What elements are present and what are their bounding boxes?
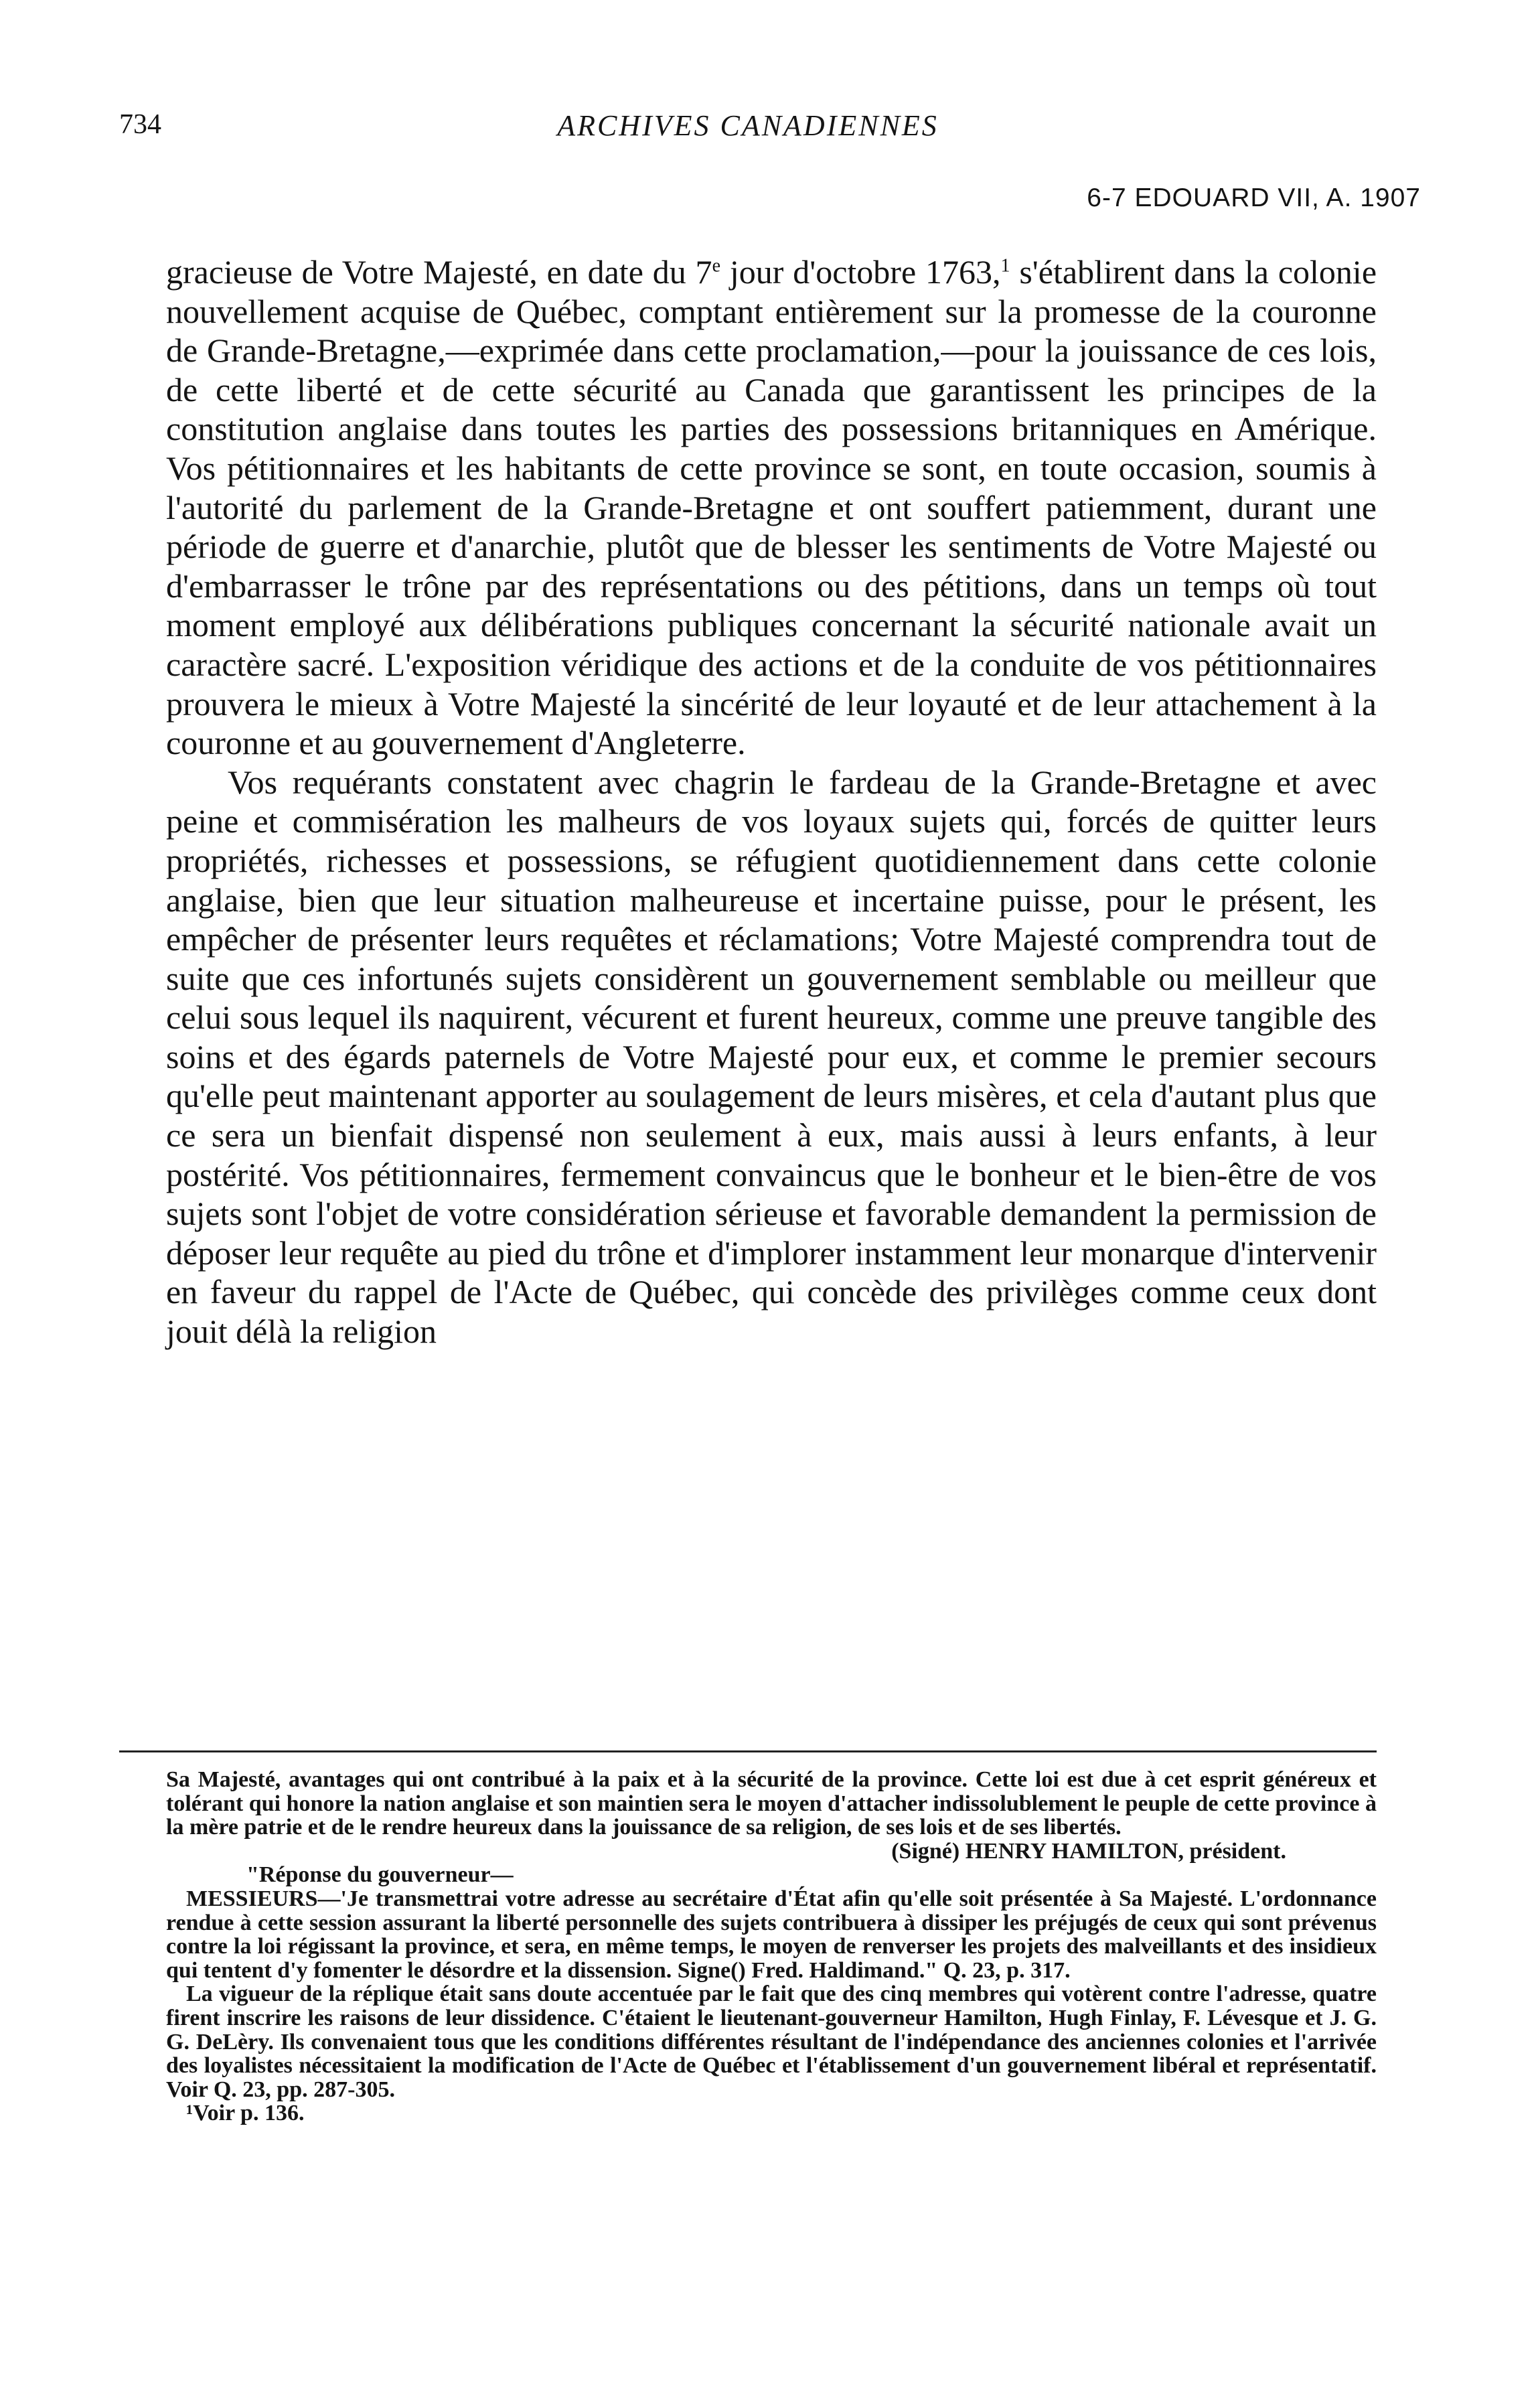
paragraph-1-part-a: gracieuse de Votre Majesté, en date du 7 (166, 253, 712, 291)
superscript-e: e (712, 255, 720, 277)
vigueur-note: La vigueur de la réplique était sans doute accentuée par le fait que des cinq membres qui votèrent contre l'adresse, quatre firent inscrire les raisons de leur dissidence. C'étaient le lieutenant-gouverneur Hamilton, Hugh Finlay, F. Lévesque et J. G. G. DeLèry. Ils convenaient tous que les conditions différentes résultant de l'indépendance des anciennes colonies et l'arrivée des loyalistes nécessitaient la modification de l'Acte de Québec et l'établissement d'un gouvernement libéral et représentatif. Voir Q. 23, pp. 287-305. (166, 1981, 1377, 2102)
body-text (166, 252, 1377, 1351)
paragraph-1-part-b: jour d'octobre 1763, (720, 253, 1001, 291)
paragraph-1-part-c: s'établirent dans la colonie nouvellement acquise de Québec, comptant entièrement sur la promesse de la couronne de Grande-Bretagne,—exprimée dans cette proclamation,—pour la jouissance de ces lois, de cette liberté et de cette sécurité au Canada que garantissent les principes de la constitution anglaise dans toutes les parties des possessions britanniques en Amérique. Vos pétitionnaires et les habitants de cette province se sont, en toute occasion, soumis à l'autorité du parlement de la Grande-Bretagne et ont souffert patiemment, durant une période de guerre et d'anarchie, plutôt que de blesser les sentiments de Votre Majesté ou d'embarrasser le trône par des représentations ou des pétitions, dans un temps où tout moment employé aux délibérations publiques concernant la sécurité nationale avait un caractère sacré. L'exposition véridique des actions et de la conduite de vos pétitionnaires prouvera le mieux à Votre Majesté la sincérité de leur loyauté et de leur attachement à la couronne et au gouvernement d'Angleterre. (166, 253, 1377, 762)
paragraph-2: Vos requérants constatent avec chagrin le fardeau de la Grande-Bretagne et avec peine et commisération les malheurs de vos loyaux sujets qui, forcés de quitter leurs propriétés, richesses et possessions, se réfugient quotidiennement dans cette colonie anglaise, bien que leur situation malheureuse et incertaine puisse, pour le présent, les empêcher de présenter leurs requêtes et réclamations; Votre Majesté comprendra tout de suite que ces infortunés sujets considèrent un gouvernement semblable ou meilleur que celui sous lequel ils naquirent, vécurent et furent heureux, comme une preuve tangible des soins et des égards paternels de Votre Majesté pour eux, et comme le premier secours qu'elle peut maintenant apporter au soulagement de leurs misères, et cela d'autant plus que ce sera un bienfait dispensé non seulement à eux, mais aussi à leurs enfants, à leur postérité. Vos pétitionnaires, fermement convaincus que le bonheur et le bien-être de vos sujets sont l'objet de votre considération sérieuse et favorable demandent la permission de déposer leur requête au pied du trône et d'implorer instamment leur monarque d'intervenir en faveur du rappel de l'Acte de Québec, qui concède des privilèges comme ceux dont jouit délà la religion (166, 763, 1377, 1351)
reply-heading: "Réponse du gouverneur— (246, 1862, 514, 1888)
footnote-reference-1: 1 (1000, 255, 1010, 277)
paragraph-1 (166, 252, 1377, 763)
signature-line: (Signé) HENRY HAMILTON, président. (891, 1838, 1286, 1864)
footnotes (166, 1768, 1377, 2125)
running-head (119, 108, 1377, 149)
footnote-1: ¹Voir p. 136. (186, 2101, 305, 2126)
footnote-continuation: Sa Majesté, avantages qui ont contribué à la paix et à la sécurité de la province. Cette loi est due à cet esprit généreux et tolérant qui honore la nation anglaise et son maintien sera le moyen d'attacher indissolublement le peuple de cette province à la mère patrie et de le rendre heureux dans la jouissance de sa religion, de ses lois et de ses libertés. (166, 1767, 1377, 1840)
journal-title: ARCHIVES CANADIENNES (557, 109, 939, 142)
session-label: 6-7 EDOUARD VII, A. 1907 (1087, 183, 1421, 212)
reply-text: MESSIEURS—'Je transmettrai votre adresse au secrétaire d'État afin qu'elle soit présentée à Sa Majesté. L'ordonnance rendue à cette session assurant la liberté personnelle des sujets contribuera à dissiper les préjugés de ceux qui sont prévenus contre la loi régissant la province, et sera, en même temps, le moyen de renverser les projets des malveillants et des insidieux qui tentent d'y fomenter le désordre et la dissension. Signe() Fred. Haldimand." Q. 23, p. 317. (166, 1886, 1377, 1983)
footnote-divider (119, 1750, 1377, 1752)
page-number: 734 (119, 109, 161, 140)
